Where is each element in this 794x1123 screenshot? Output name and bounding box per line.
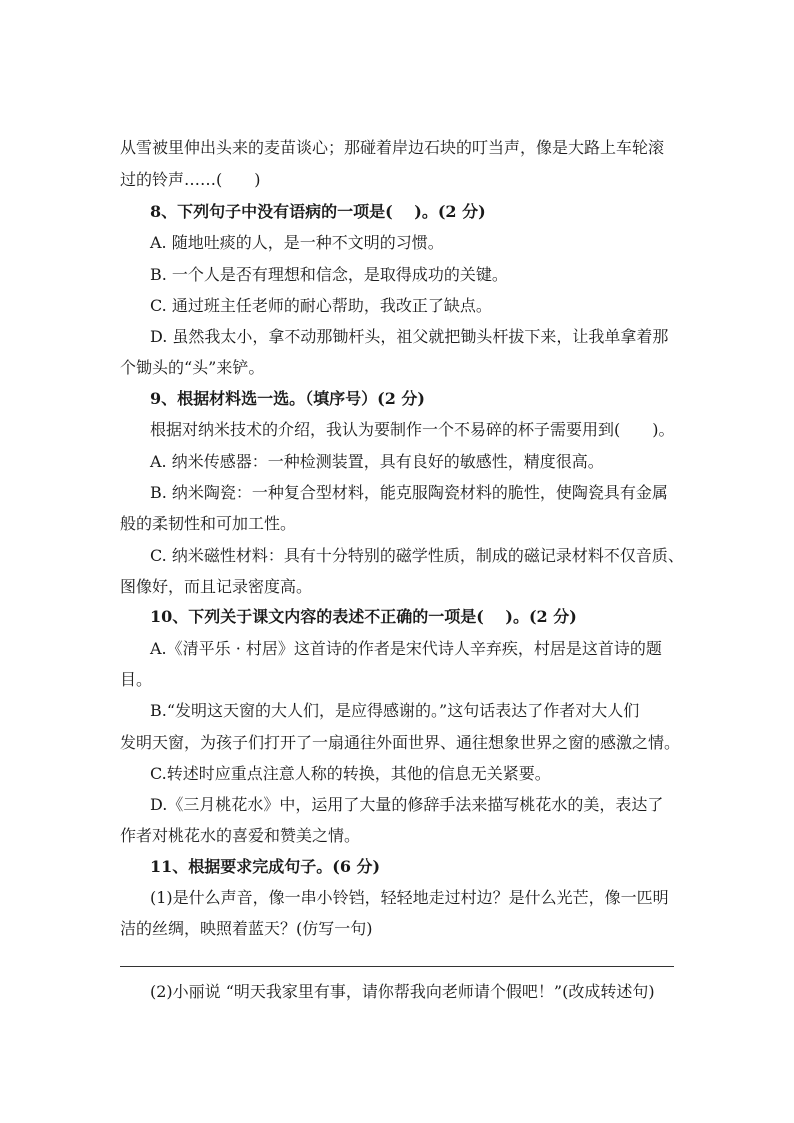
question-8-title: 8、下列句子中没有语病的一项是( )。(2 分) [150, 202, 486, 221]
answer-line[interactable] [120, 966, 674, 967]
question-11-part-2: (2)小丽说 “明天我家里有事，请你帮我向老师请个假吧！”(改成转述句) [150, 982, 655, 1001]
question-11-part-1-line-2: 洁的丝绸，映照着蓝天？(仿写一句) [120, 919, 373, 938]
question-8-option-d-line-2: 个锄头的“头”来铲。 [120, 358, 265, 377]
question-9-option-c-line-2: 图像好，而且记录密度高。 [120, 577, 313, 596]
question-8-option-c: C. 通过班主任老师的耐心帮助，我改正了缺点。 [150, 296, 492, 315]
question-10-title: 10、下列关于课文内容的表述不正确的一项是( )。(2 分) [150, 607, 577, 626]
carryover-line-2: 过的铃声……( ) [120, 170, 261, 189]
question-9-stem: 根据对纳米技术的介绍，我认为要制作一个不易碎的杯子需要用到( )。 [150, 420, 675, 439]
question-10-option-d-line-2: 作者对桃花水的喜爱和赞美之情。 [120, 826, 361, 845]
question-10-option-c: C.转述时应重点注意人称的转换，其他的信息无关紧要。 [150, 764, 551, 783]
question-10-option-a-line-1: A.《清平乐 · 村居》这首诗的作者是宋代诗人辛弃疾，村居是这首诗的题 [150, 639, 662, 658]
question-10-option-d-line-1: D.《三月桃花水》中，运用了大量的修辞手法来描写桃花水的美，表达了 [150, 795, 664, 814]
question-11-part-1-line-1: (1)是什么声音，像一串小铃铛，轻轻地走过村边？是什么光芒，像一匹明 [150, 888, 669, 907]
question-9-option-b-line-1: B. 纳米陶瓷：一种复合型材料，能克服陶瓷材料的脆性，使陶瓷具有金属 [150, 483, 668, 502]
question-9-option-a: A. 纳米传感器：一种检测装置，具有良好的敏感性，精度很高。 [150, 452, 604, 471]
question-11-title: 11、根据要求完成句子。(6 分) [150, 857, 381, 876]
question-10-option-b-line-2: 发明天窗，为孩子们打开了一扇通往外面世界、通往想象世界之窗的感激之情。 [120, 733, 681, 752]
carryover-line-1: 从雪被里伸出头来的麦苗谈心；那碰着岸边石块的叮当声，像是大路上车轮滚 [120, 138, 665, 157]
question-10-option-b-line-1: B.“发明这天窗的大人们，是应得感谢的。”这句话表达了作者对大人们 [150, 701, 640, 720]
question-9-option-c-line-1: C. 纳米磁性材料：具有十分特别的磁学性质，制成的磁记录材料不仅音质、 [150, 546, 684, 565]
question-10-option-a-line-2: 目。 [120, 670, 153, 689]
question-8-option-b: B. 一个人是否有理想和信念，是取得成功的关键。 [150, 265, 508, 284]
question-9-title: 9、根据材料选一选。（填序号）(2 分) [150, 389, 425, 408]
question-9-option-b-line-2: 般的柔韧性和可加工性。 [120, 514, 297, 533]
question-8-option-a: A. 随地吐痰的人，是一种不文明的习惯。 [150, 233, 444, 252]
question-8-option-d-line-1: D. 虽然我太小，拿不动那锄杆头，祖父就把锄头杆拔下来，让我单拿着那 [150, 327, 669, 346]
